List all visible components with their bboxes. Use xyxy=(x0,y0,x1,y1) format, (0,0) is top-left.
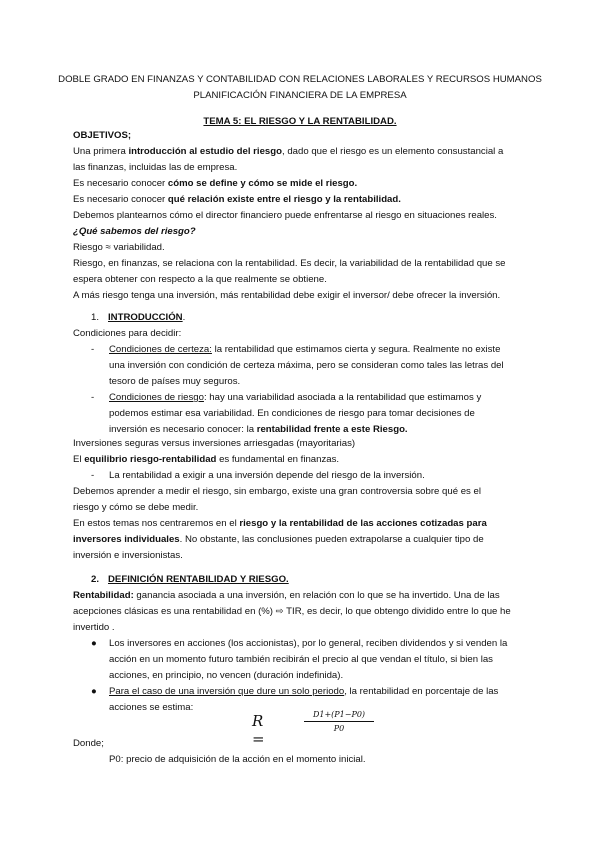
rentabilidad-definition-cont: acepciones clásicas es una rentabilidad en (%) ⇨ TIR, es decir, lo que obtengo dividido entre lo que he xyxy=(73,606,511,617)
temas-line-end: inversión e inversionistas. xyxy=(73,550,183,561)
periodo-item-cont: acciones se estima: xyxy=(109,702,194,713)
section-2-number: 2. xyxy=(91,574,100,585)
equilibrio-line: El equilibrio riesgo-rentabilidad es fundamental en finanzas. xyxy=(73,454,340,465)
riesgo-variabilidad: Riesgo ≈ variabilidad. xyxy=(73,242,165,253)
temas-line-cont: inversores individuales. No obstante, las conclusiones pueden extrapolarse a cualquier tipo de xyxy=(73,534,484,545)
objetivos-p1-cont: las finanzas, incluidas las de empresa. xyxy=(73,162,238,173)
objetivos-p4: Debemos plantearnos cómo el director financiero puede enfrentarse al riesgo en situaciones reales. xyxy=(73,210,497,221)
formula-numerator: D1+(P1−P0) xyxy=(312,710,366,719)
formula-denominator: P0 xyxy=(333,724,345,733)
accionistas-item-cont-1: acción en un momento futuro también recibirán el precio al que vendan el título, si bien las xyxy=(109,654,493,665)
riesgo-item-cont-1: podemos estimar esa variabilidad. En condiciones de riesgo para tomar decisiones de xyxy=(109,408,475,419)
objetivos-p2: Es necesario conocer cómo se define y cómo se mide el riesgo. xyxy=(73,178,358,189)
rentabilidad-exigir-item: La rentabilidad a exigir a una inversión depende del riesgo de la inversión. xyxy=(109,470,425,481)
accionistas-item-cont-2: acciones, en principio, no vencen (duración indefinida). xyxy=(109,670,344,681)
dash-1: - xyxy=(91,344,95,355)
section-2-heading: DEFINICIÓN RENTABILIDAD Y RIESGO. xyxy=(108,574,289,585)
p0-definition: P0: precio de adquisición de la acción en el momento inicial. xyxy=(109,754,366,765)
certeza-item-cont-2: tesoro de países muy seguros. xyxy=(109,376,241,387)
periodo-item: Para el caso de una inversión que dure un solo periodo, la rentabilidad en porcentaje de las xyxy=(109,686,499,697)
tema-title: TEMA 5: EL RIESGO Y LA RENTABILIDAD. xyxy=(203,116,397,127)
certeza-item: Condiciones de certeza: la rentabilidad que estimamos cierta y segura. Realmente no existe xyxy=(109,344,501,355)
objetivos-p3: Es necesario conocer qué relación existe entre el riesgo y la rentabilidad. xyxy=(73,194,401,205)
riesgo-item: Condiciones de riesgo: hay una variabilidad asociada a la rentabilidad que estimamos y xyxy=(109,392,482,403)
header-degree: DOBLE GRADO EN FINANZAS Y CONTABILIDAD CON RELACIONES LABORALES Y RECURSOS HUMANOS xyxy=(58,74,542,85)
medir-riesgo-line: Debemos aprender a medir el riesgo, sin embargo, existe una gran controversia sobre qué es el xyxy=(73,486,481,497)
medir-riesgo-line-cont: riesgo y cómo se debe medir. xyxy=(73,502,199,513)
riesgo-question: ¿Qué sabemos del riesgo? xyxy=(73,226,196,237)
header-course: PLANIFICACIÓN FINANCIERA DE LA EMPRESA xyxy=(193,90,407,101)
inversiones-line: Inversiones seguras versus inversiones arriesgadas (mayoritarias) xyxy=(73,438,356,449)
formula-fraction-bar xyxy=(304,721,374,722)
section-1-heading: INTRODUCCIÓN. xyxy=(108,312,186,323)
accionistas-item: Los inversores en acciones (los accionistas), por lo general, reciben dividendos y si venden la xyxy=(109,638,508,649)
rentabilidad-definition-end: invertido . xyxy=(73,622,115,633)
rentabilidad-definition: Rentabilidad: ganancia asociada a una inversión, en relación con lo que se ha invertido. Una de las xyxy=(73,590,500,601)
riesgo-p6-cont: espera obtener con respecto a la que realmente se obtiene. xyxy=(73,274,327,285)
formula-fraction xyxy=(304,710,374,733)
section-1-number: 1. xyxy=(91,312,100,323)
objetivos-p1: Una primera introducción al estudio del riesgo, dado que el riesgo es un elemento consustancial a xyxy=(73,146,504,157)
condiciones-intro: Condiciones para decidir: xyxy=(73,328,182,339)
riesgo-p7: A más riesgo tenga una inversión, más rentabilidad debe exigir el inversor/ debe ofrecer la inversión. xyxy=(73,290,501,301)
riesgo-item-cont-2: inversión es necesario conocer: la rentabilidad frente a este Riesgo. xyxy=(109,424,408,435)
dash-2: - xyxy=(91,392,95,403)
bullet-2: ● xyxy=(91,686,97,697)
riesgo-p6: Riesgo, en finanzas, se relaciona con la rentabilidad. Es decir, la variabilidad de la rentabilidad que se xyxy=(73,258,506,269)
dash-3: - xyxy=(91,470,95,481)
temas-line: En estos temas nos centraremos en el riesgo y la rentabilidad de las acciones cotizadas para xyxy=(73,518,487,529)
formula-lhs: R = xyxy=(252,712,265,748)
page-title xyxy=(0,116,600,128)
certeza-item-cont-1: una inversión con condición de certeza máxima, pero se consideran como tales las letras del xyxy=(109,360,504,371)
objetivos-heading: OBJETIVOS; xyxy=(73,130,132,141)
bullet-1: ● xyxy=(91,638,97,649)
donde-label: Donde; xyxy=(73,738,104,749)
